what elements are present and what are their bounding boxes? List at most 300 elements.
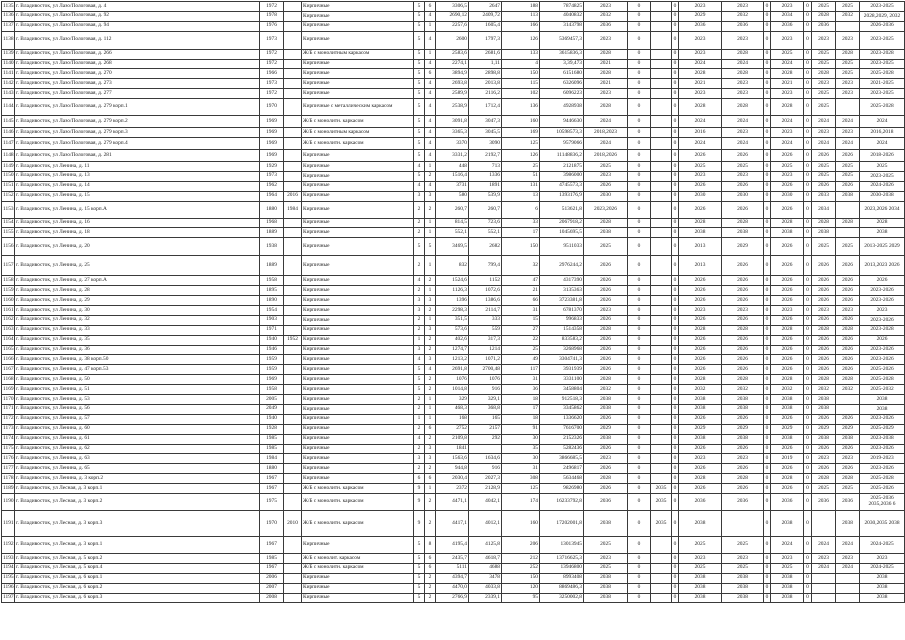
cell-y3: 2023	[771, 306, 804, 316]
cell-c2	[651, 464, 672, 474]
cell-y2: 2026	[722, 296, 764, 306]
cell-y3: 2026	[771, 201, 804, 218]
cell-y5: 2026	[836, 276, 860, 286]
cell-c3: 0	[672, 89, 679, 99]
table-row	[2, 474, 905, 484]
cell-area_living: 1712,4	[469, 99, 502, 116]
cell-c4: 0	[764, 296, 771, 306]
cell-y5: 2024	[836, 116, 860, 128]
cell-y1: 2024	[679, 138, 722, 150]
cell-c2	[651, 218, 672, 228]
cell-c2	[651, 306, 672, 316]
cell-area_living: 1,11	[469, 59, 502, 69]
cell-residents: 131	[502, 181, 540, 191]
cell-entrances: 3	[425, 454, 436, 464]
cell-no: 1157	[2, 256, 15, 276]
cell-c2	[651, 31, 672, 49]
cell-c2	[651, 138, 672, 150]
cell-c2	[651, 375, 672, 385]
cell-c1: 0	[628, 553, 651, 563]
cell-y1: 2026	[679, 276, 722, 286]
cell-renovation_year	[284, 454, 302, 464]
cell-no: 1172	[2, 414, 15, 424]
cell-c4: 0	[764, 434, 771, 444]
cell-y1: 2028	[679, 69, 722, 79]
cell-c5: 0	[804, 191, 812, 201]
cell-y2: 2026	[722, 464, 764, 474]
cell-renovation_year	[284, 325, 302, 335]
cell-built_year: 1984	[260, 454, 284, 464]
cell-cost: 2067918,2	[540, 218, 584, 228]
cell-y4: 2034	[812, 201, 836, 218]
cell-y5: 2028	[836, 49, 860, 59]
cell-y2: 2028	[722, 474, 764, 484]
cell-c4: 0	[764, 424, 771, 434]
cell-y5: 2026	[836, 464, 860, 474]
cell-y6: 2023-2026	[860, 464, 905, 474]
cell-y6: 2023-2038	[860, 434, 905, 444]
table-row	[2, 355, 905, 365]
cell-area_living: 2192,7	[469, 150, 502, 162]
cell-y5: 2025	[836, 484, 860, 494]
cell-wall_material: Кирпичные	[302, 365, 414, 375]
cell-c1: 0	[628, 510, 651, 536]
cell-area_living: 2647	[469, 2, 502, 12]
cell-area_total: 944,8	[436, 464, 469, 474]
cell-c3: 0	[672, 238, 679, 256]
cell-address: г. Владивосток, ул Ленина, д. 62	[15, 444, 260, 454]
cell-area_living: 333	[469, 315, 502, 325]
cell-renovation_year	[284, 49, 302, 59]
cell-c5: 0	[804, 454, 812, 464]
cell-c4: 0	[764, 375, 771, 385]
cell-built_year: 2005	[260, 395, 284, 405]
cell-c2	[651, 365, 672, 375]
cell-y1: 2023	[679, 306, 722, 316]
cell-c4: 0	[764, 191, 771, 201]
cell-renovation_year	[284, 150, 302, 162]
cell-y2: 2023	[722, 31, 764, 49]
cell-entrances: 6	[425, 69, 436, 79]
cell-renovation_year: 2010	[284, 510, 302, 536]
cell-cost: 4928938	[540, 99, 584, 116]
cell-area_total: 552,1	[436, 228, 469, 238]
cell-c4: 0	[764, 493, 771, 510]
cell-cost: 11148836,2	[540, 150, 584, 162]
cell-y6: 2038	[860, 404, 905, 414]
cell-y1: 2028	[679, 375, 722, 385]
cell-residents: 166	[502, 21, 540, 31]
cell-c3: 0	[672, 335, 679, 345]
cell-plan_year: 2026	[584, 181, 628, 191]
cell-y3: 2038	[771, 573, 804, 583]
cell-residents: 308	[502, 474, 540, 484]
cell-y3: 2038	[771, 583, 804, 593]
cell-y6: 2016,2018	[860, 128, 905, 138]
cell-residents: 18	[502, 395, 540, 405]
cell-c2	[651, 276, 672, 286]
cell-no: 1166	[2, 355, 15, 365]
cell-c4: 0	[764, 325, 771, 335]
cell-y2: 2028	[722, 325, 764, 335]
cell-entrances: 1	[425, 315, 436, 325]
cell-entrances: 4	[425, 365, 436, 375]
cell-y2: 2028	[722, 375, 764, 385]
cell-cost: 4040832	[540, 11, 584, 21]
cell-y4: 2026	[812, 276, 836, 286]
cell-c4: 0	[764, 583, 771, 593]
cell-address: г. Владивосток, ул Ленина, д. 61	[15, 434, 260, 444]
cell-renovation_year	[284, 99, 302, 116]
cell-residents: 13	[502, 191, 540, 201]
table-row	[2, 434, 905, 444]
cell-c1: 0	[628, 218, 651, 228]
cell-c1: 0	[628, 150, 651, 162]
cell-residents: 30	[502, 454, 540, 464]
cell-c5: 0	[804, 79, 812, 89]
cell-c2	[651, 150, 672, 162]
cell-c5: 0	[804, 464, 812, 474]
cell-y6: 2038	[860, 573, 905, 583]
cell-wall_material: Кирпичные	[302, 171, 414, 181]
cell-y6: 2013,2023 2026	[860, 256, 905, 276]
table-row	[2, 296, 905, 306]
cell-residents: 252	[502, 563, 540, 573]
cell-c2	[651, 79, 672, 89]
cell-c2	[651, 414, 672, 424]
cell-c3: 0	[672, 69, 679, 79]
cell-no: 1136	[2, 11, 15, 21]
cell-area_living: 2157	[469, 424, 502, 434]
cell-area_total: 832	[436, 256, 469, 276]
table-row	[2, 89, 905, 99]
cell-address: г. Владивосток, ул Ленина, д. 38 корп.50	[15, 355, 260, 365]
table-row	[2, 464, 905, 474]
cell-area_total: 2583,6	[436, 49, 469, 59]
cell-c2	[651, 573, 672, 583]
cell-floors: 2	[414, 444, 425, 454]
cell-area_total: 2298,3	[436, 306, 469, 316]
cell-area_total: 1563,6	[436, 454, 469, 464]
cell-c1: 0	[628, 162, 651, 172]
cell-c5: 0	[804, 31, 812, 49]
cell-plan_year: 2023	[584, 171, 628, 181]
cell-address: г. Владивосток, ул Лазо/Пологовая, д. 279 корп.2	[15, 116, 260, 128]
cell-y4	[812, 573, 836, 583]
cell-residents: 31	[502, 306, 540, 316]
cell-area_total: 1076	[436, 375, 469, 385]
cell-no: 1176	[2, 454, 15, 464]
cell-wall_material: Ж/Б с монолитным каркасом	[302, 49, 414, 59]
cell-built_year: 1958	[260, 276, 284, 286]
table-row	[2, 365, 905, 375]
cell-c4: 0	[764, 201, 771, 218]
cell-area_living: 2339,1	[469, 593, 502, 603]
cell-no: 1169	[2, 385, 15, 395]
cell-cost: 8993408	[540, 573, 584, 583]
cell-y6: 2023-2026	[860, 315, 905, 325]
cell-c4: 0	[764, 474, 771, 484]
cell-y3: 2026	[771, 296, 804, 306]
cell-area_total: 4195,4	[436, 536, 469, 553]
cell-y5: 2023	[836, 31, 860, 49]
cell-address: г. Владивосток, ул Ленина, д. 28	[15, 286, 260, 296]
cell-built_year: 1976	[260, 21, 284, 31]
cell-renovation_year	[284, 306, 302, 316]
cell-y3: 2023	[771, 128, 804, 138]
cell-no: 1138	[2, 31, 15, 49]
cell-y1: 2026	[679, 315, 722, 325]
cell-y3: 2028	[771, 325, 804, 335]
cell-area_living: 2682	[469, 238, 502, 256]
cell-c2: 2035	[651, 493, 672, 510]
cell-y5: 2036	[836, 493, 860, 510]
cell-residents: 169	[502, 128, 540, 138]
cell-y3: 2026	[771, 286, 804, 296]
cell-area_living: 2013,8	[469, 79, 502, 89]
table-row	[2, 563, 905, 573]
cell-wall_material: Кирпичные с металлическим каркасом	[302, 99, 414, 116]
cell-y6: 2023-2026	[860, 345, 905, 355]
cell-y6: 2023-2028	[860, 325, 905, 335]
cell-no: 1171	[2, 404, 15, 414]
cell-wall_material: Кирпичные	[302, 162, 414, 172]
cell-built_year: 1975	[260, 493, 284, 510]
cell-y5: 2026	[836, 286, 860, 296]
table-row	[2, 31, 905, 49]
cell-y5: 2026	[836, 365, 860, 375]
cell-y6: 2038	[860, 583, 905, 593]
cell-renovation_year: 1952	[284, 335, 302, 345]
table-row	[2, 256, 905, 276]
cell-built_year: 1959	[260, 365, 284, 375]
cell-plan_year: 2023	[584, 31, 628, 49]
cell-no: 1141	[2, 69, 15, 79]
cell-c5: 0	[804, 510, 812, 536]
cell-area_living: 368,8	[469, 404, 502, 414]
cell-area_total: 1841	[436, 444, 469, 454]
cell-y6: 2023-2025	[860, 89, 905, 99]
cell-residents: 32	[502, 256, 540, 276]
cell-y6: 2028,2029, 2032	[860, 11, 905, 21]
cell-wall_material: Кирпичные	[302, 21, 414, 31]
cell-c1: 0	[628, 404, 651, 414]
cell-c3: 0	[672, 191, 679, 201]
cell-y6: 2025-2036 2035,2036 6	[860, 493, 905, 510]
cell-entrances: 1	[425, 414, 436, 424]
cell-plan_year: 2023	[584, 89, 628, 99]
cell-wall_material: Ж/Б с монолитн. каркасом	[302, 116, 414, 128]
cell-plan_year: 2036	[584, 21, 628, 31]
cell-no: 1175	[2, 444, 15, 454]
cell-wall_material: Ж/Б с монолитн. каркасом	[302, 493, 414, 510]
cell-c3: 0	[672, 79, 679, 89]
cell-area_total: 2600	[436, 31, 469, 49]
cell-c2	[651, 536, 672, 553]
cell-c3: 0	[672, 116, 679, 128]
cell-c2	[651, 593, 672, 603]
cell-y5: 2038	[836, 434, 860, 444]
cell-built_year: 1985	[260, 444, 284, 454]
cell-floors: 5	[414, 563, 425, 573]
cell-no: 1142	[2, 79, 15, 89]
cell-cost: 9579066	[540, 138, 584, 150]
cell-c2	[651, 256, 672, 276]
cell-residents: 36	[502, 385, 540, 395]
cell-y2: 2026	[722, 286, 764, 296]
cell-y4: 2026	[812, 444, 836, 454]
table-row	[2, 138, 905, 150]
cell-built_year: 1970	[260, 510, 284, 536]
cell-plan_year: 2029	[584, 424, 628, 434]
cell-area_living: 4042,1	[469, 493, 502, 510]
cell-renovation_year	[284, 414, 302, 424]
cell-renovation_year	[284, 573, 302, 583]
cell-built_year: 1973	[260, 79, 284, 89]
cell-c4: 0	[764, 286, 771, 296]
cell-y4: 2028	[812, 375, 836, 385]
cell-c1: 0	[628, 434, 651, 444]
cell-built_year: 2006	[260, 573, 284, 583]
cell-y4: 2038	[812, 434, 836, 444]
cell-c2	[651, 49, 672, 59]
cell-area_living	[469, 444, 502, 454]
cell-floors: 5	[414, 21, 425, 31]
cell-area_total: 4471,1	[436, 493, 469, 510]
cell-residents: 30	[502, 434, 540, 444]
cell-entrances: 1	[425, 49, 436, 59]
cell-c2	[651, 434, 672, 444]
cell-cost: 3931939	[540, 365, 584, 375]
cell-cost: 10598573,3	[540, 128, 584, 138]
cell-residents: 102	[502, 89, 540, 99]
table-row	[2, 424, 905, 434]
cell-entrances: 2	[425, 510, 436, 536]
cell-y1: 2024	[679, 116, 722, 128]
cell-c1: 0	[628, 593, 651, 603]
cell-built_year: 1880	[260, 201, 284, 218]
cell-c3: 0	[672, 162, 679, 172]
cell-y1: 2038	[679, 434, 722, 444]
cell-residents: 91	[502, 424, 540, 434]
cell-y3: 2019	[771, 454, 804, 464]
cell-area_total: 1524,6	[436, 276, 469, 286]
cell-plan_year: 2023,2026	[584, 201, 628, 218]
cell-y3: 2026	[771, 464, 804, 474]
cell-wall_material: Кирпичные	[302, 238, 414, 256]
cell-y1: 2023	[679, 454, 722, 464]
table-row	[2, 493, 905, 510]
cell-c1: 0	[628, 474, 651, 484]
cell-cost: 6781370	[540, 306, 584, 316]
cell-cost: 3143798	[540, 21, 584, 31]
cell-entrances: 6	[425, 563, 436, 573]
cell-c3: 0	[672, 454, 679, 464]
cell-wall_material: Кирпичные	[302, 11, 414, 21]
cell-y1: 2025	[679, 563, 722, 573]
cell-no: 1162	[2, 315, 15, 325]
cell-area_total: 3091,8	[436, 116, 469, 128]
cell-entrances: 5	[425, 238, 436, 256]
cell-c2	[651, 21, 672, 31]
cell-entrances: 2	[425, 385, 436, 395]
cell-y3: 2036	[771, 21, 804, 31]
cell-y1: 2028	[679, 99, 722, 116]
cell-y4: 2026	[812, 150, 836, 162]
cell-entrances: 4	[425, 89, 436, 99]
table-row	[2, 162, 905, 172]
cell-c2	[651, 395, 672, 405]
cell-area_living: 3047,3	[469, 116, 502, 128]
cell-c1: 0	[628, 276, 651, 286]
cell-no: 1192	[2, 536, 15, 553]
cell-y1: 2026	[679, 464, 722, 474]
cell-c4: 0	[764, 563, 771, 573]
cell-y1: 2023	[679, 2, 722, 12]
cell-y2: 2026	[722, 315, 764, 325]
cell-area_total: 260,7	[436, 201, 469, 218]
cell-c2	[651, 385, 672, 395]
cell-y4: 2028	[812, 218, 836, 228]
cell-no: 1163	[2, 325, 15, 335]
cell-c4: 0	[764, 306, 771, 316]
cell-y3: 2026	[771, 150, 804, 162]
cell-y6: 2030,2035 2038	[860, 510, 905, 536]
cell-y4: 2038	[812, 404, 836, 414]
cell-y4: 2033	[812, 191, 836, 201]
cell-area_living: 2681,6	[469, 49, 502, 59]
cell-c1: 0	[628, 375, 651, 385]
cell-c1: 0	[628, 2, 651, 12]
cell-y5	[836, 228, 860, 238]
cell-renovation_year	[284, 444, 302, 454]
cell-area_total: 402,6	[436, 335, 469, 345]
cell-y1: 2038	[679, 404, 722, 414]
cell-no: 1193	[2, 553, 15, 563]
cell-y1: 2026	[679, 201, 722, 218]
cell-c4: 0	[764, 365, 771, 375]
cell-area_total: 3469,5	[436, 238, 469, 256]
cell-y1: 2036	[679, 493, 722, 510]
cell-wall_material: Кирпичные	[302, 256, 414, 276]
cell-address: г. Владивосток, ул Лазо/Пологовая, д. 279 корп.4	[15, 138, 260, 150]
cell-entrances: 4	[425, 138, 436, 150]
cell-floors: 2	[414, 395, 425, 405]
cell-address: г. Владивосток, ул Ленина, д. 57	[15, 414, 260, 424]
cell-y4: 2026	[812, 414, 836, 424]
cell-y5: 2023	[836, 306, 860, 316]
cell-plan_year: 2026	[584, 345, 628, 355]
cell-y3: 2026	[771, 238, 804, 256]
cell-no: 1168	[2, 375, 15, 385]
cell-built_year: 1969	[260, 116, 284, 128]
cell-y4: 2036	[812, 21, 836, 31]
cell-y1: 2023	[679, 553, 722, 563]
cell-area_total: 3370	[436, 138, 469, 150]
cell-y1: 2025	[679, 162, 722, 172]
cell-y6: 2025-2028	[860, 69, 905, 79]
cell-area_living: 3045,5	[469, 128, 502, 138]
cell-no: 1196	[2, 583, 15, 593]
cell-y5: 2026	[836, 181, 860, 191]
cell-built_year: 1889	[260, 256, 284, 276]
cell-entrances: 2	[425, 573, 436, 583]
cell-y6: 2025-2028	[860, 375, 905, 385]
cell-area_total: 5111	[436, 563, 469, 573]
cell-entrances: 4	[425, 31, 436, 49]
cell-address: г. Владивосток, ул Ленина, д. 13	[15, 171, 260, 181]
cell-y2: 2023	[722, 171, 764, 181]
